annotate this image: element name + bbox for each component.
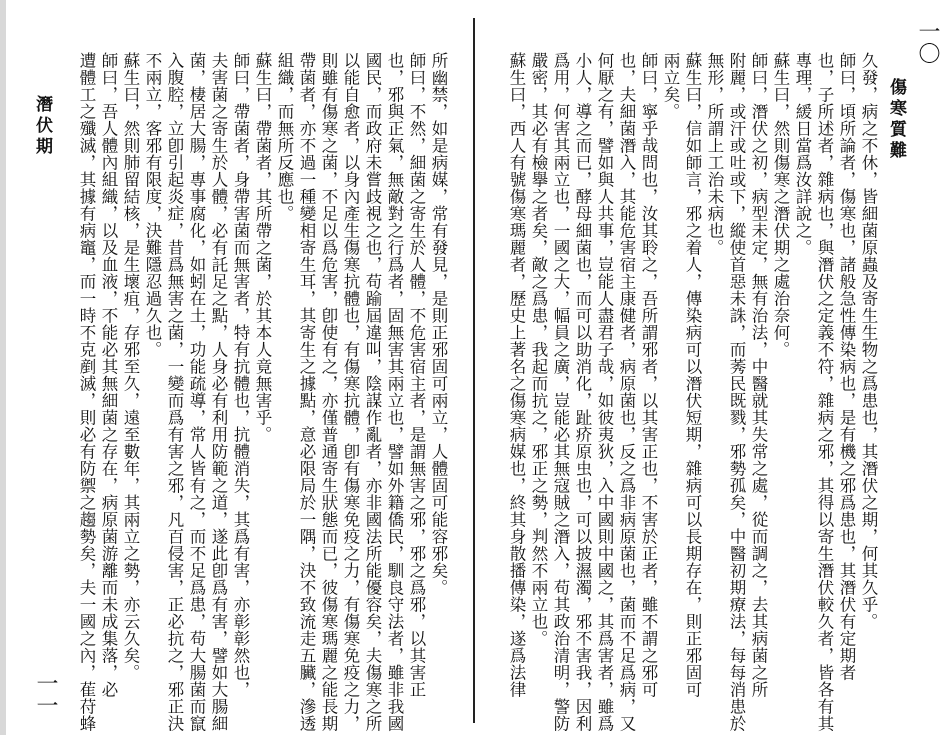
page-number: 一一 (33, 672, 58, 716)
right-page (476, 0, 950, 735)
text-column: 專理，緩日當爲汝詳說之。 (793, 52, 812, 256)
text-column: 入腹腔，立卽引起炎症，昔爲無害之菌，一變而爲有害之邪，凡百侵害，正必抗之，邪正決 (165, 52, 184, 732)
text-column: 菌，棲居大腸，專事腐化，如蚓在土，功能疏導，常人皆有之，而不足爲患，苟大腸菌而竄 (187, 52, 206, 732)
text-column: 蘇生曰，信如師言，邪之着人，傳染病可以潛伏短期，雜病可以長期存在，則正邪固可 (683, 52, 702, 698)
text-column: 組織，而無所反應也。 (275, 52, 294, 222)
text-column: 不兩立，客邪有限度，決難隱忍過久也。 (143, 52, 162, 358)
text-column: 夫害菌之寄生於人體，必有託足之點，人身必有利用防範之道，遂此卽爲有害，譬如大腸細 (209, 52, 228, 732)
text-column: 也，子所述者，雜病也，與潛伏之定義不符，雜病之邪，其得以寄生潛伏較久者，皆各有其 (815, 52, 834, 732)
text-column: 師曰，帶菌者，身帶害菌而無害者，特有抗體也，抗體消失，其爲有害，亦彰彰然也， (231, 52, 250, 698)
text-column: 何厭之有，譬如與人共事，豈能人盡君子哉，如彼夷狄，入中國則中國之，其爲害者，雖爲 (595, 52, 614, 732)
text-column: 師曰，寧乎哉問也，汝其聆之，吾所謂邪者，以其害正也，不害於正者，雖不謂之邪可 (639, 52, 658, 698)
book-spine (473, 18, 475, 723)
text-column: 師曰，吾人體內組織，以及血液，不能必其無細菌之存在，病原菌游離而未成集落，必 (99, 52, 118, 698)
running-header: 傷寒質難 (886, 78, 906, 162)
text-column: 久發，病之不休，皆細菌原蟲及寄生生物之爲患也，其潛伏之期，何其久乎。 (859, 52, 878, 630)
text-column: 蘇生曰，西人有號傷寒瑪麗者，歷史上著名之傷寒病媒也，終其身散播傳染，遂爲法律 (507, 52, 526, 698)
page-number: 一〇 (915, 20, 940, 64)
text-column: 蘇生曰，然則肺留結核，是生壞疽，存邪至久，遠至數年，其兩立之勢，亦云久矣。 (121, 52, 140, 681)
text-column: 蘇生曰，帶菌者，其所帶之菌，於其本人竟無害乎。 (253, 52, 272, 443)
text-column: 以能自愈者，以身內產生傷寒抗體也，有傷寒抗體，卽有傷寒免疫之力，有傷寒免疫之力， (341, 52, 360, 732)
text-column: 爲用，何害其兩立也，一國之大，幅員之廣，豈能必其無寇賊之潛入，苟其政治清明，警防 (551, 52, 570, 732)
text-column: 兩立矣。 (661, 52, 680, 120)
text-column: 小人，導之而已，酵母細菌也，而可以助消化，趾疥原虫也，可以披濕濁，邪不害我，因利 (573, 52, 592, 732)
text-column: 所幽禁，如是病媒，常有發見，是則正邪固可兩立，人體固可能容邪矣。 (429, 52, 448, 596)
text-column: 嚴密，其必有檢擧之者矣，敵之爲患，我起而抗之，邪正之勢，判然不兩立也。 (529, 52, 548, 647)
text-column: 則雖有傷寒之菌，不足以爲危害，卽使有之，亦僅普通寄生狀態而已，彼傷寒瑪麗之能長期 (319, 52, 338, 732)
text-column: 無形，所謂上工治未病也。 (705, 52, 724, 256)
text-column: 帶菌者，亦不過一種變相寄生耳，其寄生之據點，意必限局於一隅，決不致流走五臟，滲透 (297, 52, 316, 732)
text-column: 附麗，或汗或吐或下，縱使首惡未誅，而莠民既戮，邪勢孤矣，中醫初期療法，每每消患於 (727, 52, 746, 732)
text-column: 也，夫細菌潛入，其能危害宿主康健者，病原菌也，反之爲非病原菌也，菌而不足爲病，又 (617, 52, 636, 732)
running-header: 潛伏期 (32, 95, 52, 158)
left-page (0, 0, 472, 735)
text-column: 師曰，不然，細菌之寄生於人體，不危害宿主者，是謂無害之邪，邪之爲邪，以其害正 (407, 52, 426, 698)
text-column: 遭體工之殲滅，其據有病竈，而一時不克剷滅，則必有防禦之趨勢矣，夫一國之內，萑苻蜂 (77, 52, 96, 732)
text-column: 蘇生曰，然則傷寒之潛伏期之處治奈何。 (771, 52, 790, 358)
text-column: 國民，而政府未嘗歧視之也，苟踰屆違叫，陰謀作亂者，亦非國法所能優容矣，夫傷寒之所 (363, 52, 382, 732)
text-column: 師曰，頃所論者，傷寒也，諸般急性傳染病也，是有機之邪爲患也，其潛伏有定期者 (837, 52, 856, 681)
text-column: 師曰，潛伏之初，病型未定，無有治法，中醫就其失常之處，從而調之，去其病菌之所 (749, 52, 768, 698)
text-column: 也，邪與正氣，無敵對之行爲者，固無害其兩立也，譬如外籍僑民，馴良守法者，雖非我國 (385, 52, 404, 732)
